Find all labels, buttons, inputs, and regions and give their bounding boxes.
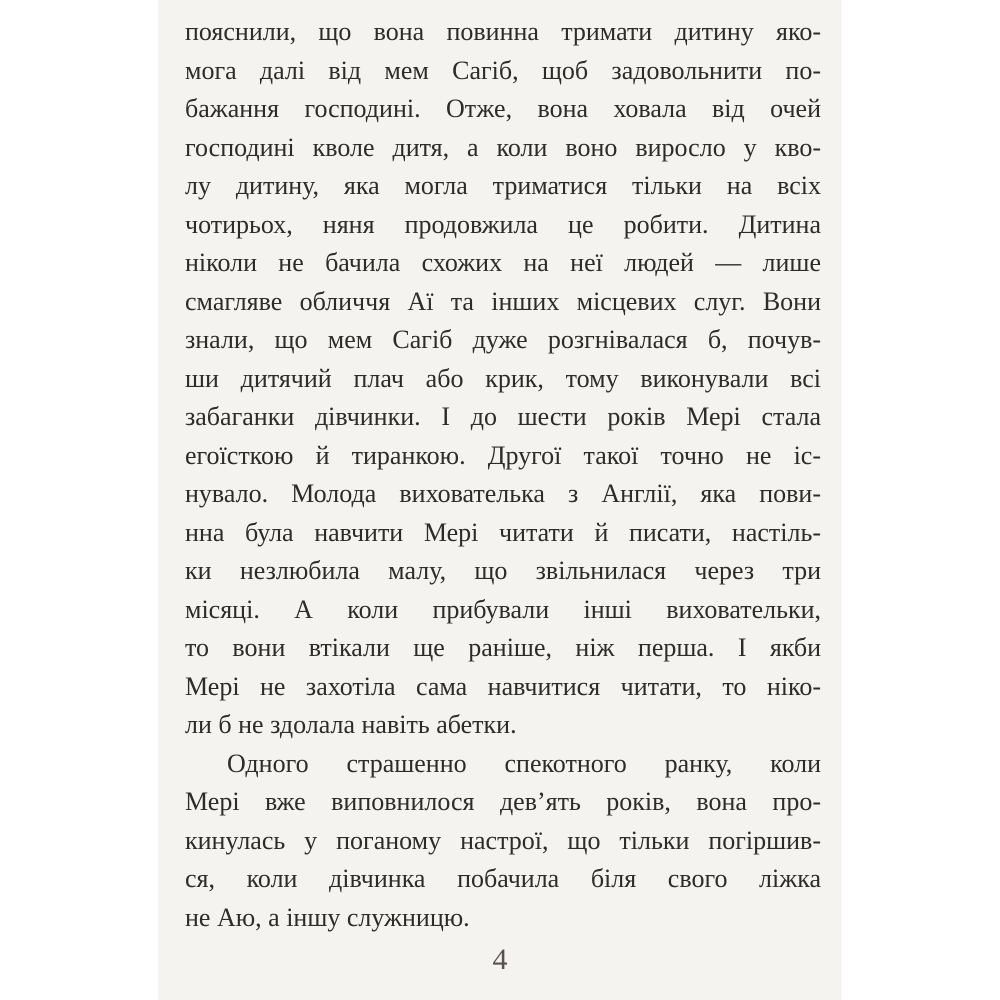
text-line: знали, що мем Сагіб дуже розгнівалася б, почув- [185,325,821,354]
text-line: ли б не здолала навіть абетки. [185,710,517,739]
text-line: мога далі від мем Сагіб, щоб задовольнити по- [185,55,821,85]
text-line: ши дитячий плач або крик, тому виконували всі [185,363,821,393]
text-line: ся, коли дівчинка побачила біля свого ліжка [185,864,821,893]
text-line: господині кволе дитя, а коли воно виросло у кво- [185,132,821,162]
text-line: нна була навчити Мері читати й писати, настіль- [185,517,821,547]
text-line: ніколи не бачила схожих на неї людей — лише [185,248,821,277]
text-line: чотирьох, няня продовжила це робити. Дитина [185,209,821,239]
text-line: пояснили, що вона повинна тримати дитину яко- [185,17,821,46]
text-line: Мері вже виповнилося дев’ять років, вона про- [185,787,821,816]
text-line: місяці. А коли прибували інші виховательки, [185,594,821,624]
text-line: лу дитину, яка могла триматися тільки на всіх [185,171,821,200]
text-line: кинулась у поганому настрої, що тільки погіршив- [185,825,821,855]
page-number: 4 [492,943,508,976]
text-line: ки незлюбила малу, що звільнилася через три [185,556,821,585]
paragraph [185,745,821,938]
text-line: забаганки дівчинки. І до шести років Мері стала [185,402,821,431]
text-line: нувало. Молода вихователька з Англії, яка пови- [185,479,821,508]
text-line: не Аю, а іншу служницю. [185,902,470,932]
text-line: егоїсткою й тиранкою. Другої такої точно не іс- [185,440,821,470]
book-page [158,0,842,1000]
text-line: смагляве обличчя Аї та інших місцевих слуг. Вони [185,286,821,316]
text-line: Одного страшенно спекотного ранку, коли [227,748,821,778]
text-line: бажання господині. Отже, вона ховала від очей [185,94,821,123]
paragraph [185,13,821,745]
text-line: то вони втікали ще раніше, ніж перша. І якби [185,633,821,662]
text-line: Мері не захотіла сама навчитися читати, то ніко- [185,671,821,701]
body-text [185,0,821,937]
